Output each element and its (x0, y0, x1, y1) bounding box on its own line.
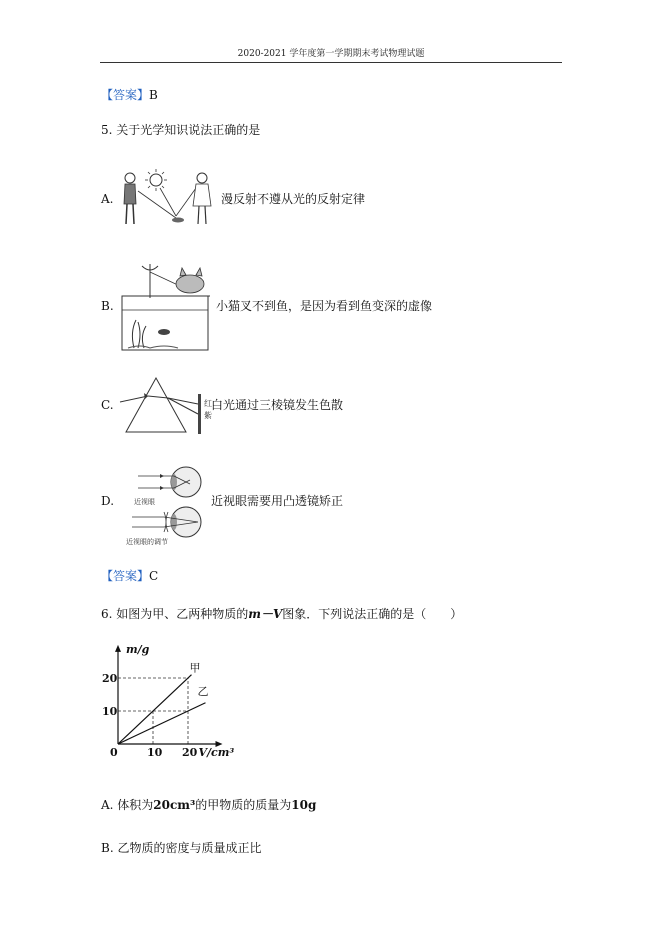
option-d-label: D. (101, 494, 115, 508)
question-6-option-b: B. 乙物质的密度与质量成正比 (101, 841, 262, 855)
myopia-caption: 近视眼 (134, 498, 155, 506)
y-axis-label: m/g (126, 642, 150, 656)
option-d-text: 近视眼需要用凸透镜矫正 (211, 494, 344, 508)
option-b-text: 小猫叉不到鱼，是因为看到鱼变深的虚像 (216, 299, 433, 313)
cat-fish-figure (120, 262, 212, 354)
series-label: 甲 (189, 661, 201, 675)
stem-suffix: 图象．下列说法正确的是（ ） (282, 607, 463, 621)
option-c-text: 白光通过三棱镜发生色散 (211, 398, 344, 412)
option-a-mass: 10g (291, 798, 317, 812)
y-tick-label: 10 (102, 705, 118, 718)
m-v-chart (100, 644, 265, 764)
myopia-correction-caption: 近视眼的调节 (126, 538, 168, 546)
myopia-figure (124, 462, 208, 546)
y-axis-arrow (115, 645, 121, 652)
origin-label: 0 (110, 746, 118, 759)
option-a-prefix: A. 体积为 (101, 798, 154, 812)
answer-line-2 (101, 568, 158, 584)
x-axis-label: V/cm³ (198, 746, 235, 759)
page-header: 2020-2021 学年度第一学期期末考试物理试题 (237, 49, 425, 59)
series-line (118, 675, 192, 744)
prism-red-label: 红 (204, 399, 212, 408)
stem-prefix: 6. 如图为甲、乙两种物质的 (101, 607, 249, 621)
answer-bracket: 【答案】 (101, 88, 150, 102)
answer-value: C (149, 569, 159, 583)
answer-value: B (149, 88, 158, 102)
answer-bracket: 【答案】 (101, 569, 150, 583)
option-a-text: 漫反射不遵从光的反射定律 (221, 192, 366, 206)
x-tick-label: 20 (182, 746, 198, 759)
option-a-label: A. (101, 192, 114, 206)
option-b-label: B. (101, 299, 114, 313)
option-c-label: C. (101, 398, 114, 412)
answer-line-1 (101, 87, 158, 103)
x-tick-label: 10 (147, 746, 163, 759)
stem-formula: m－V (248, 607, 283, 621)
prism-figure (118, 374, 210, 436)
y-tick-label: 20 (102, 672, 118, 685)
series-label: 乙 (197, 684, 209, 698)
header-rule (100, 62, 562, 63)
question-6-option-a (101, 797, 316, 813)
option-a-middle: 的甲物质的质量为 (195, 798, 292, 812)
question-6-stem (101, 606, 462, 622)
question-5-stem: 5. 关于光学知识说法正确的是 (101, 123, 261, 137)
diffuse-reflection-figure (118, 166, 218, 232)
prism-purple-label: 紫 (204, 411, 212, 420)
series-line (118, 703, 206, 744)
option-a-volume: 20cm³ (153, 798, 196, 812)
